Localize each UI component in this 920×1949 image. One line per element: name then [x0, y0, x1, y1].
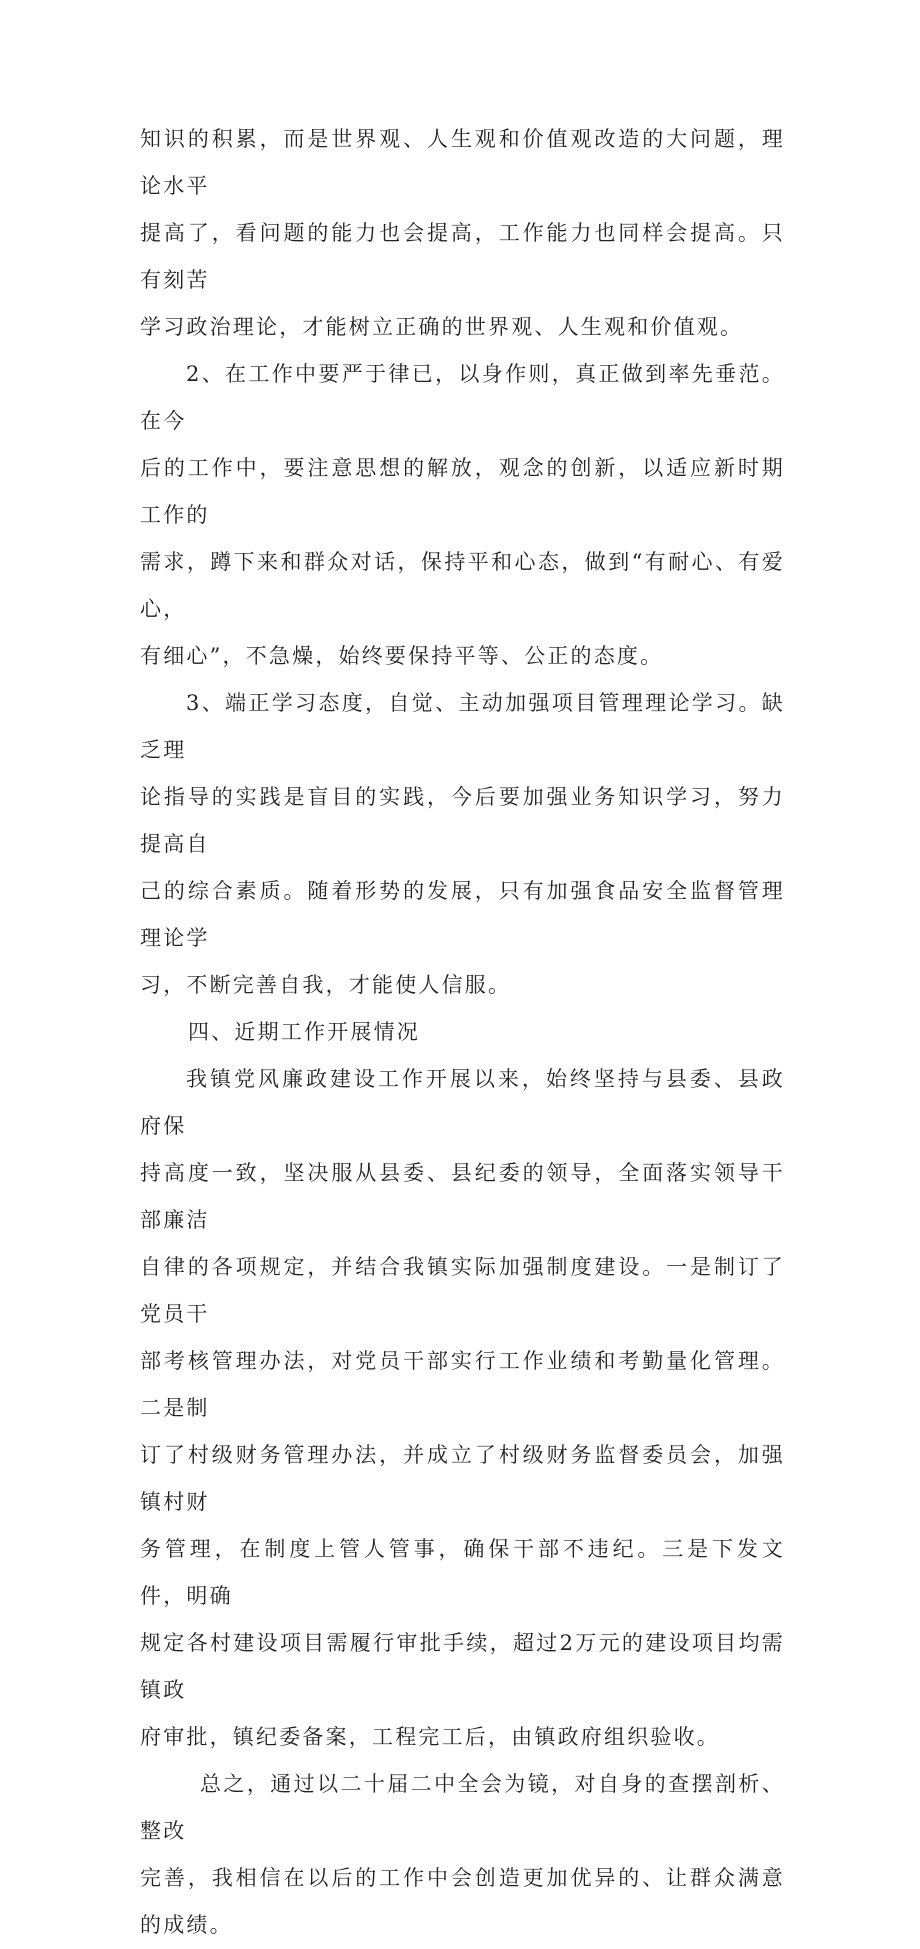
- paragraph-item-3: 3、端正学习态度，自觉、主动加强项目管理理论学习。缺乏理 论指导的实践是盲目的实践，今后要加强业务知识学习，努力提高自 己的综合素质。随着形势的发展，只有加强食品安全监督管理理论学 习，不断完善自我，才能使人信服。: [140, 691, 785, 997]
- paragraph-intro-continuation: 知识的积累，而是世界观、人生观和价值观改造的大问题，理论水平 提高了，看问题的能力也会提高，工作能力也同样会提高。只有刻苦 学习政治理论，才能树立正确的世界观、人生观和价值观。: [140, 127, 785, 339]
- document-body: [140, 116, 785, 1949]
- paragraph-item-2: 2、在工作中要严于律已，以身作则，真正做到率先垂范。在今 后的工作中，要注意思想的解放，观念的创新，以适应新时期工作的 需求，蹲下来和群众对话，保持平和心态，做到“有耐心、有爱心， 有细心”，不急燥，始终要保持平等、公正的态度。: [140, 362, 785, 668]
- section-heading-4: 四、近期工作开展情况: [188, 1020, 420, 1044]
- paragraph-section-4-body: 我镇党风廉政建设工作开展以来，始终坚持与县委、县政府保 持高度一致，坚决服从县委、县纪委的领导，全面落实领导干部廉洁 自律的各项规定，并结合我镇实际加强制度建设。一是制订了党员干 部考核管理办法，对党员干部实行工作业绩和考勤量化管理。二是制 订了村级财务管理办法，并成立了村级财务监督委员会，加强镇村财 务管理，在制度上管人管事，确保干部不违纪。三是下发文件，明确 规定各村建设项目需履行审批手续，超过2万元的建设项目均需镇政 府审批，镇纪委备案，工程完工后，由镇政府组织验收。: [140, 1067, 785, 1749]
- paragraph-conclusion: 总之，通过以二十届二中全会为镜，对自身的查摆剖析、整改 完善，我相信在以后的工作中会创造更加优异的、让群众满意的成绩。: [140, 1772, 785, 1937]
